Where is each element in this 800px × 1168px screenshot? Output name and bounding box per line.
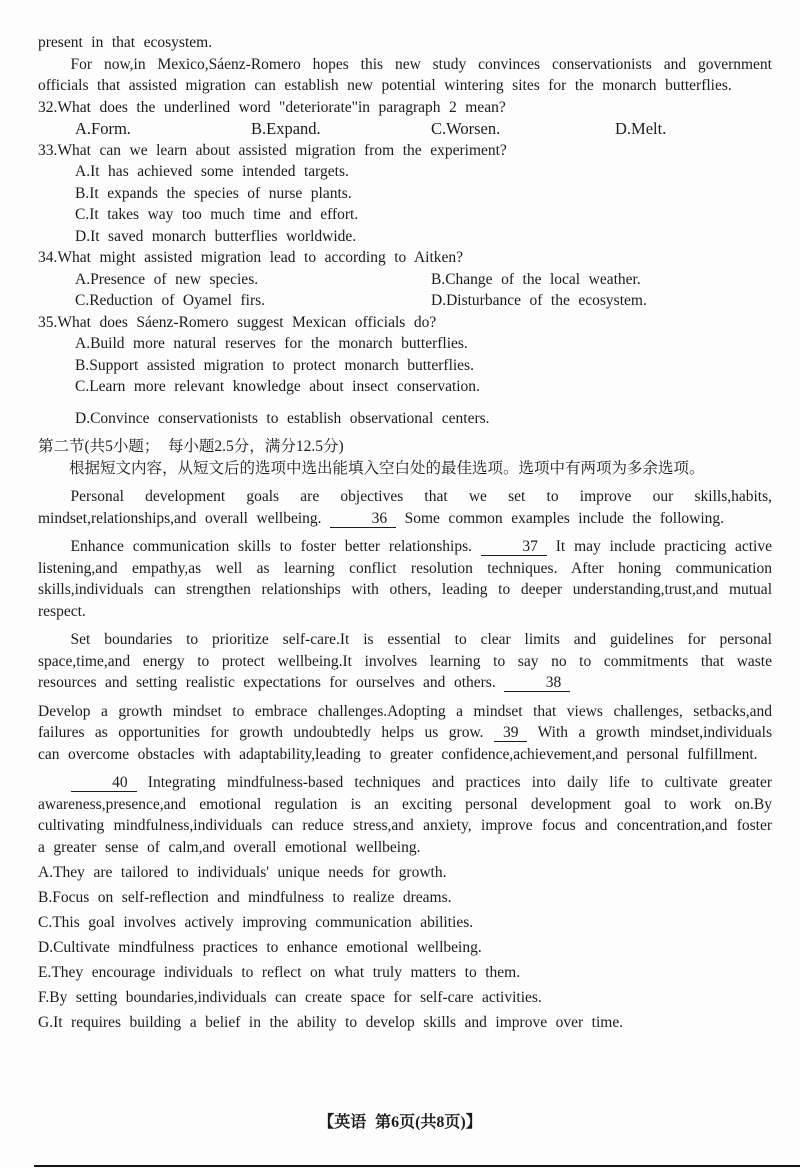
question-35: 35.What does Sáenz-Romero suggest Mexican officials do? bbox=[38, 313, 437, 331]
choice-g: G.It requires building a belief in the ability to develop skills and improve over time. bbox=[38, 1013, 624, 1031]
choice-a: A.They are tailored to individuals' unique needs for growth. bbox=[38, 863, 447, 881]
cloze-paragraph-1: Personal development goals are objectives that we set to improve our skills,habits, mindset,relationships,and overall wellbeing. 36 Some common examples include the following. bbox=[38, 488, 772, 527]
cloze-paragraph-2: Enhance communication skills to foster better relationships. 37 It may include practicing active listening,and empathy,as well as learning conflict resolution techniques. After honing communication skills,individuals can strengthen relationships with others, leading to deeper understanding,trust,and mutual respect. bbox=[38, 538, 772, 620]
question-33-option-a: A.It has achieved some intended targets. bbox=[75, 163, 349, 180]
choice-d: D.Cultivate mindfulness practices to enhance emotional wellbeing. bbox=[38, 938, 482, 956]
passage-continuation-line: present in that ecosystem. bbox=[38, 34, 213, 51]
choice-f: F.By setting boundaries,individuals can create space for self-care activities. bbox=[38, 988, 542, 1006]
cloze-paragraph-4: Develop a growth mindset to embrace challenges.Adopting a mindset that views challenges, setbacks,and failures as opportunities for growth undoubtedly helps us grow. 39 With a growth mindset,individuals can overcome obstacles with adaptability,leading to greater confidence,achievement,and personal fulfillment. bbox=[38, 702, 773, 763]
cloze-paragraph-3: Set boundaries to prioritize self-care.It is essential to clear limits and guidelines for personal space,time,and energy to protect wellbeing.It involves learning to say no to commitments that waste resources and setting realistic expectations for ourselves and others. 38 bbox=[38, 631, 772, 691]
choice-b: B.Focus on self-reflection and mindfulness to realize dreams. bbox=[38, 888, 452, 906]
passage-paragraph: For now,in Mexico,Sáenz-Romero hopes this new study convinces conservationists and government officials that assisted migration can establish new potential wintering sites for the monarch butterflies. bbox=[38, 55, 772, 94]
option-item: D.Melt. bbox=[615, 119, 667, 138]
question-35-option-d: D.Convince conservationists to establish observational centers. bbox=[75, 409, 490, 427]
question-32-options bbox=[38, 118, 772, 140]
cloze-paragraph-5: 40 Integrating mindfulness-based techniques and practices into daily life to cultivate greater awareness,presence,and emotional regulation is an exciting personal development goal to work on.By cultivating mindfulness,individuals can reduce stress,and anxiety, improve focus and concentration,and foster a greater sense of calm,and overall emotional wellbeing. bbox=[38, 774, 772, 856]
question-34-options-row-2 bbox=[38, 290, 772, 312]
blank-36: 36 bbox=[330, 510, 396, 528]
question-35-option-a: A.Build more natural reserves for the monarch butterflies. bbox=[75, 335, 468, 352]
option-item: B.Expand. bbox=[251, 119, 321, 138]
question-33: 33.What can we learn about assisted migration from the experiment? bbox=[38, 141, 507, 159]
question-33-option-c: C.It takes way too much time and effort. bbox=[75, 206, 359, 223]
question-34-options-row-1 bbox=[38, 269, 772, 291]
blank-39: 39 bbox=[494, 724, 528, 742]
question-33-option-d: D.It saved monarch butterflies worldwide. bbox=[75, 227, 357, 245]
question-32: 32.What does the underlined word "deteriorate"in paragraph 2 mean? bbox=[38, 98, 506, 116]
page-footer: 【英语 第6页(共8页)】 bbox=[318, 1114, 482, 1131]
blank-38: 38 bbox=[504, 674, 570, 692]
option-item: C.Worsen. bbox=[431, 119, 501, 138]
section-2-heading-cn: 第二节(共5小题； 每小题2.5分，满分12.5分) bbox=[38, 438, 344, 455]
scan-edge-line bbox=[34, 1165, 800, 1167]
question-35-option-c: C.Learn more relevant knowledge about insect conservation. bbox=[75, 378, 480, 395]
choice-c: C.This goal involves actively improving communication abilities. bbox=[38, 913, 474, 931]
option-item: A.Form. bbox=[75, 119, 131, 138]
option-item: B.Change of the local weather. bbox=[431, 270, 641, 288]
question-35-option-b: B.Support assisted migration to protect monarch butterflies. bbox=[75, 356, 474, 374]
choice-e: E.They encourage individuals to reflect on what truly matters to them. bbox=[38, 963, 521, 981]
option-item: A.Presence of new species. bbox=[75, 270, 259, 288]
question-33-option-b: B.It expands the species of nurse plants. bbox=[75, 184, 352, 202]
option-item: C.Reduction of Oyamel firs. bbox=[75, 292, 266, 309]
section-2-instructions-cn: 根据短文内容，从短文后的选项中选出能填入空白处的最佳选项。选项中有两项为多余选项。 bbox=[69, 459, 705, 477]
blank-40: 40 bbox=[71, 774, 137, 792]
blank-37: 37 bbox=[481, 538, 547, 556]
document-body bbox=[38, 32, 772, 1033]
question-34: 34.What might assisted migration lead to according to Aitken? bbox=[38, 249, 464, 266]
option-item: D.Disturbance of the ecosystem. bbox=[431, 292, 647, 309]
